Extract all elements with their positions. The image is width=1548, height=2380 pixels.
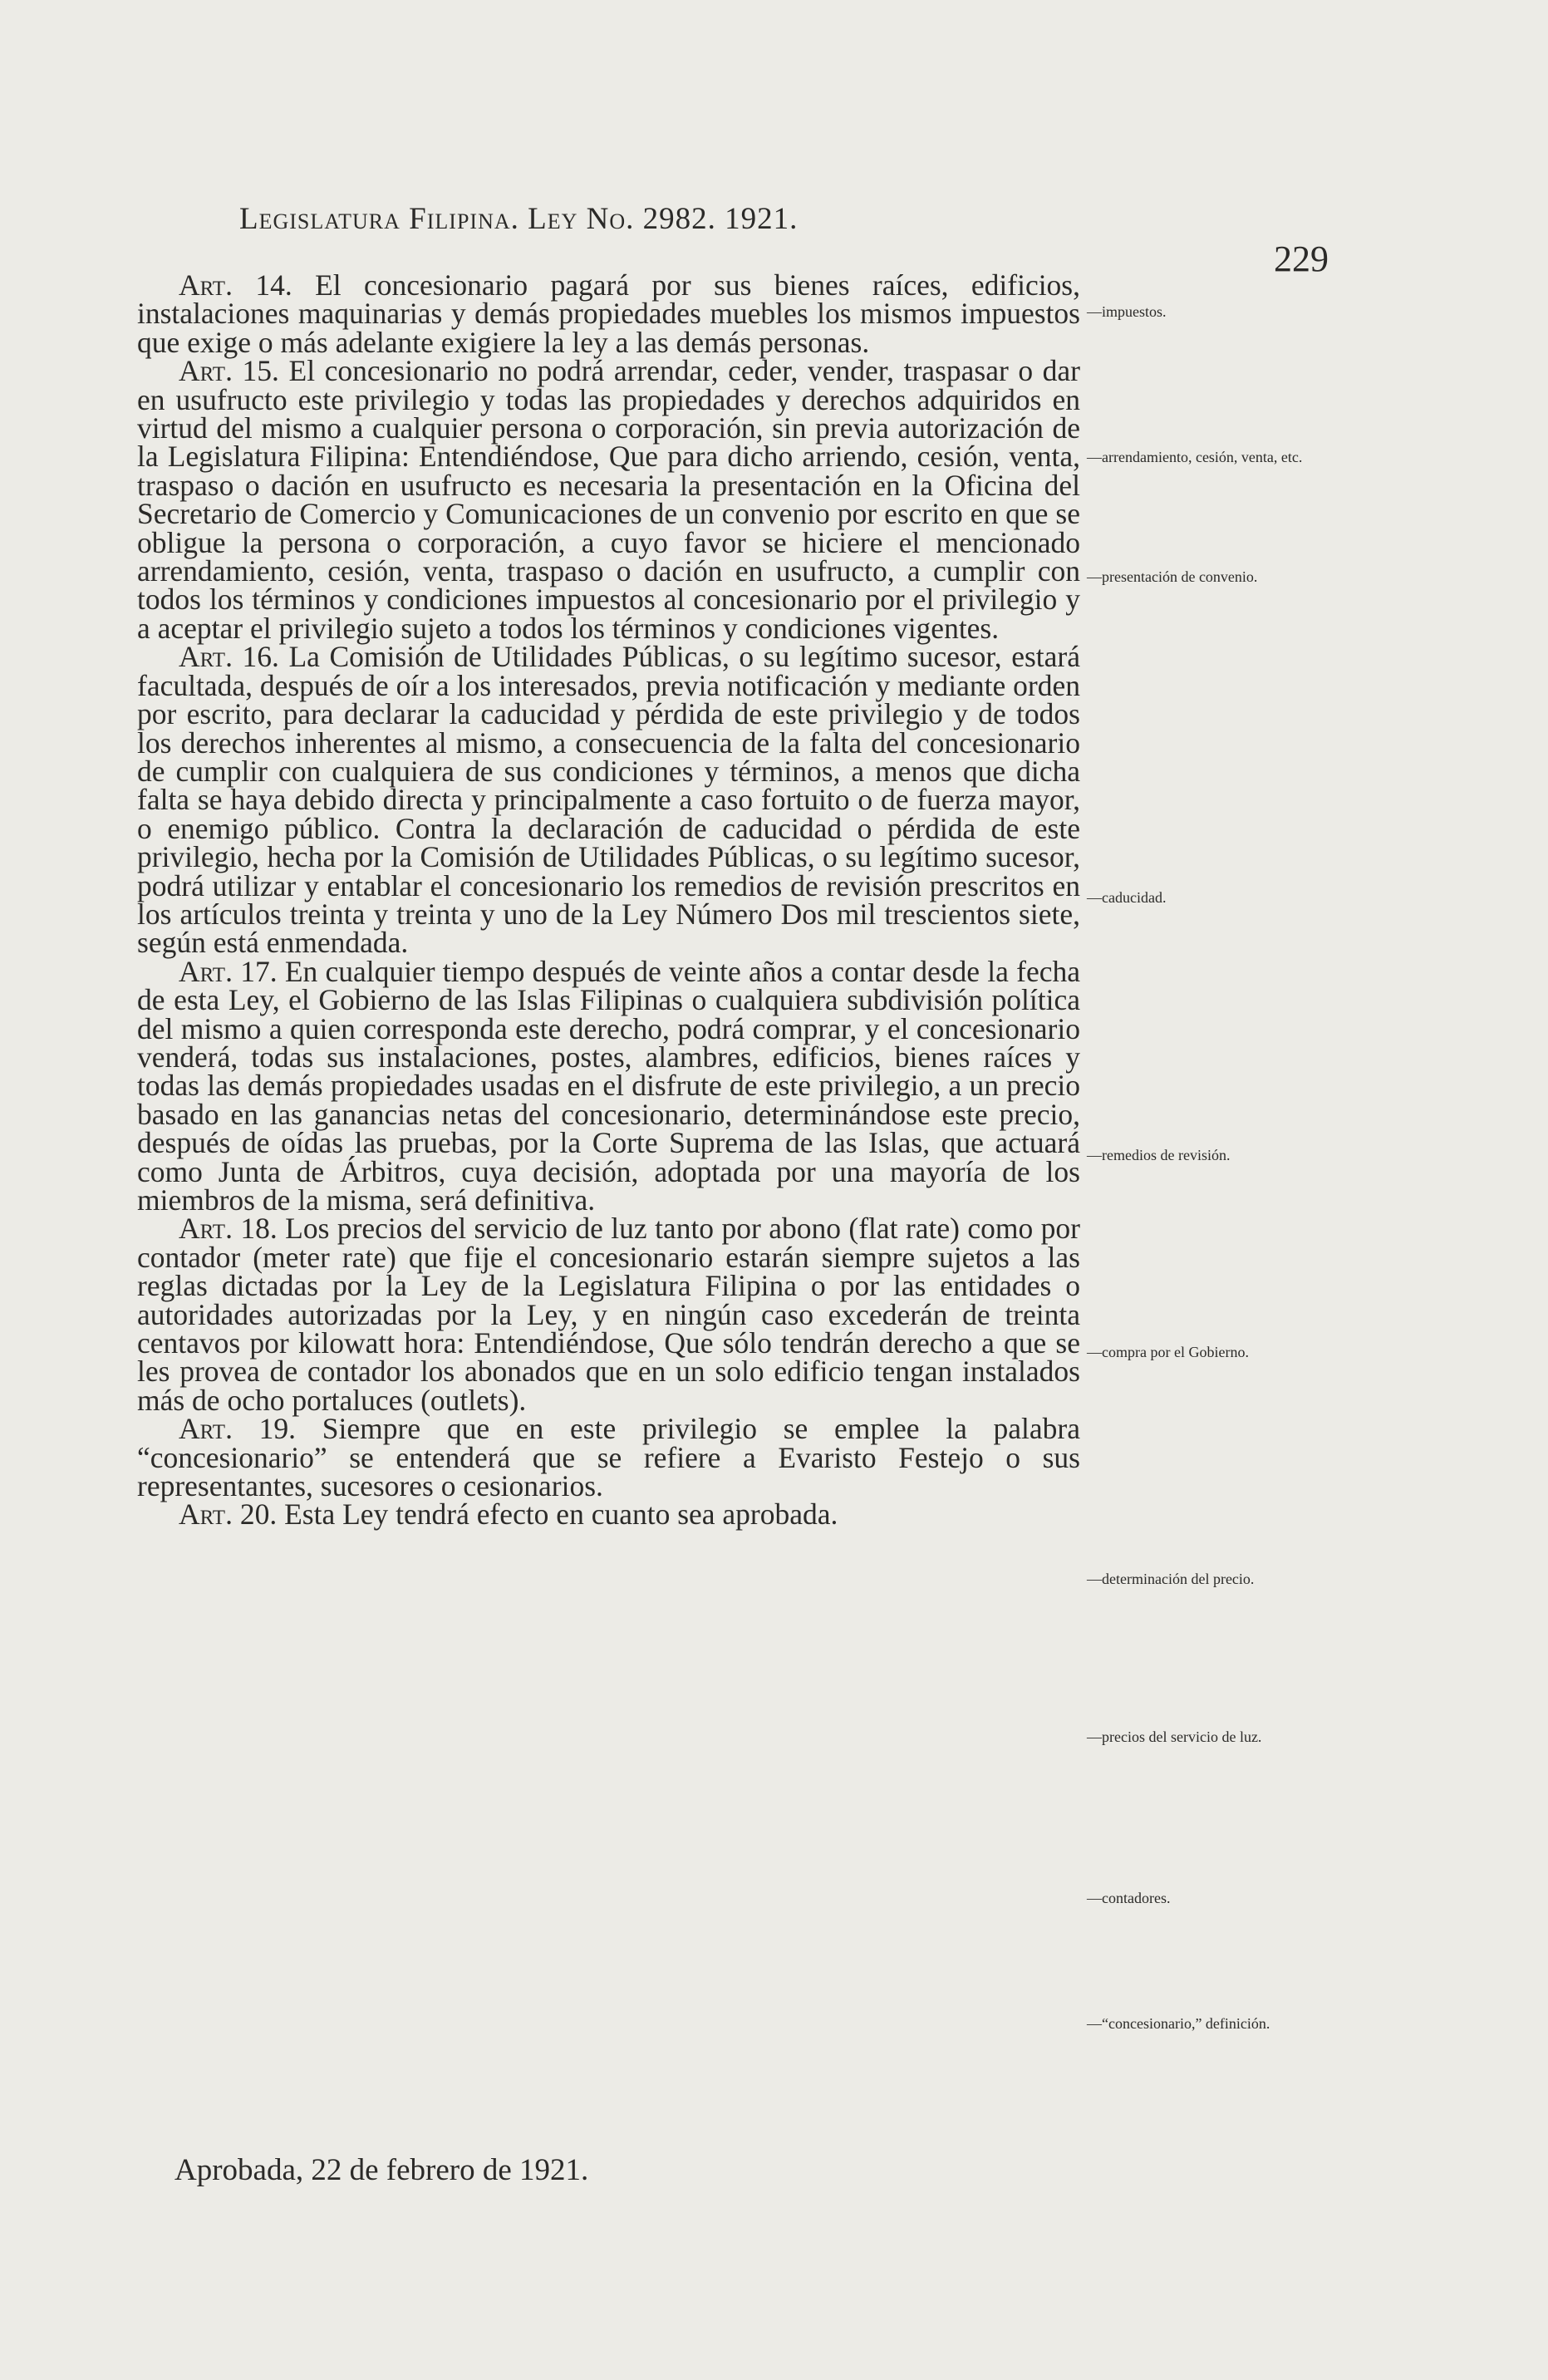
margin-note-arrendamiento: —arrendamiento, cesión, venta, etc. (1087, 449, 1303, 465)
article-18 (137, 1212, 1080, 1417)
article-text: Esta Ley tendrá efecto en cuanto sea aprobada. (284, 1497, 838, 1532)
article-17 (137, 954, 1080, 1217)
margin-note-contadores: —contadores. (1087, 1890, 1171, 1906)
article-16 (137, 640, 1081, 960)
margin-note-presentacion: —presentación de convenio. (1087, 568, 1258, 585)
article-text: El concesionario pagará por sus bienes raíces, edificios, instalaciones maquinarias y demás propiedades muebles los mismos impuestos que exige o más adelante exigiere la ley a las demás personas. (137, 268, 1080, 359)
header-title: Legislatura Filipina. (239, 202, 519, 236)
article-text: El concesionario no podrá arrendar, ceder, vender, traspasar o dar en usufructo este privilegio y todas las propiedades y derechos adquiridos en virtud del mismo a cualquier persona o corporación, sin previa autorización de la Legislatura Filipina: Entendiéndose, Que para dicho arriendo, cesión, venta, traspaso o dación en usufructo es necesaria la presentación en la Oficina del Secretario de Comercio y Comunicaciones de un convenio por escrito en que se obligue la persona o corporación, a cuyo favor se hiciere el mencionado arrendamiento, cesión, venta, traspaso o dación en usufructo, a cumplir con todos los términos y condiciones impuestos al concesionario por el privilegio y a aceptar el privilegio sujeto a todos los términos y condiciones vigentes. (137, 354, 1081, 645)
article-number: Art. 18. (179, 1212, 278, 1246)
law-body (137, 268, 1081, 1532)
page-number: 229 (1274, 238, 1329, 279)
article-text: La Comisión de Utilidades Públicas, o su legítimo sucesor, estará facultada, después de oír a los interesados, previa notificación y mediante orden por escrito, para declarar la caducidad y pérdida de este privilegio y de todos los derechos inherentes al mismo, a consecuencia de la falta del concesionario de cumplir con cualquiera de sus condiciones y términos, a menos que dicha falta se haya debido directa y principalmente a caso fortuito o de fuerza mayor, o enemigo público. Contra la declaración de caducidad o pérdida de este privilegio, hecha por la Comisión de Utilidades Públicas, o su legítimo sucesor, podrá utilizar y entablar el concesionario los remedios de revisión prescritos en los artículos treinta y treinta y uno de la Ley Número Dos mil trescientos siete, según está enmendada. (137, 640, 1081, 960)
approval-date: Aprobada, 22 de febrero de 1921. (174, 2153, 589, 2187)
header-year: 1921. (725, 202, 799, 236)
article-number: Art. 14. (179, 268, 292, 302)
article-text: En cualquier tiempo después de veinte años a contar desde la fecha de esta Ley, el Gobierno de las Islas Filipinas o cualquiera subdivisión política del mismo a quien corresponda este derecho, podrá comprar, y el concesionario venderá, todas sus instalaciones, postes, alambres, edificios, bienes raíces y todas las demás propiedades usadas en el disfrute de este privilegio, a un precio basado en las ganancias netas del concesionario, determinándose este precio, después de oídas las pruebas, por la Corte Suprema de las Islas, que actuará como Junta de Árbitros, cuya decisión, adoptada por una mayoría de los miembros de la misma, será definitiva. (137, 954, 1080, 1217)
margin-note-caducidad: —caducidad. (1087, 889, 1167, 906)
margin-note-impuestos: —impuestos. (1087, 303, 1167, 320)
margin-note-precios: —precios del servicio de luz. (1087, 1728, 1262, 1745)
article-number: Art. 15. (179, 354, 279, 388)
article-number: Art. 16. (179, 640, 279, 674)
margin-note-definicion: —“concesionario,” definición. (1087, 2015, 1270, 2032)
margin-note-determinacion: —determinación del precio. (1087, 1571, 1255, 1587)
article-text: Los precios del servicio de luz tanto por abono (flat rate) como por contador (meter rate) que fije el concesionario estarán siempre sujetos a las reglas dictadas por la Ley de la Legislatura Filipina o por las entidades o autoridades autorizadas por la Ley, y en ningún caso excederán de treinta centavos por kilowatt hora: Entendiéndose, Que sólo tendrán derecho a que se les provea de contador los abonados que en un solo edificio tengan instalados más de ocho portaluces (outlets). (137, 1212, 1080, 1417)
header-law: Ley No. 2982. (528, 202, 716, 236)
article-text: Siempre que en este privilegio se emplee la palabra “concesionario” se entenderá que se refiere a Evaristo Festejo o sus representantes, sucesores o cesionarios. (137, 1412, 1081, 1503)
running-header (239, 201, 798, 237)
article-number: Art. 20. (179, 1497, 278, 1532)
margin-note-remedios: —remedios de revisión. (1087, 1147, 1231, 1163)
margin-note-compra: —compra por el Gobierno. (1087, 1344, 1249, 1360)
article-19 (137, 1412, 1081, 1503)
article-14 (137, 268, 1080, 359)
article-number: Art. 17. (179, 954, 278, 988)
article-20 (137, 1497, 1080, 1532)
article-number: Art. 19. (179, 1412, 297, 1446)
article-15 (137, 354, 1081, 645)
